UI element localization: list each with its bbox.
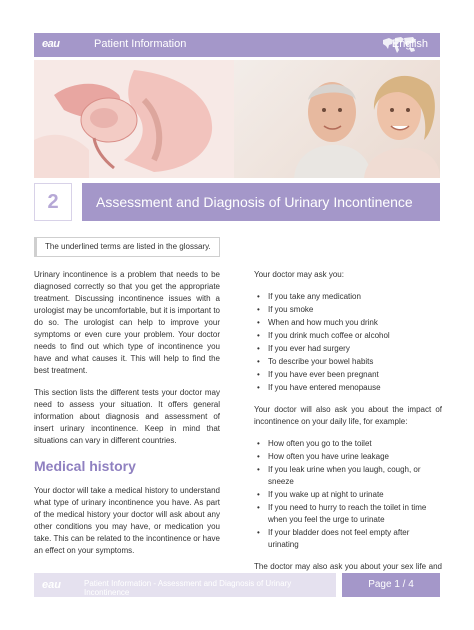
list-item: • If you ever had surgery — [257, 344, 350, 353]
impact-list — [254, 438, 442, 551]
bullet-icon: • — [257, 452, 260, 461]
left-column — [34, 269, 220, 567]
intro-paragraph: Urinary incontinence is a problem that needs to be diagnosed correctly so that you get the appropriate treatment. Discussing incontinence issues with a urologist may be uncomfortable, but it is important to do so. The urologist can help to improve your symptoms or even cure your problem. Your doctor needs to find out which type of incontinence you have and what causes it. This will help to find the best treatment. — [34, 270, 220, 375]
list-item: • If you leak urine when you laugh, cough, or sneeze — [257, 465, 421, 486]
glossary-note: The underlined terms are listed in the glossary. — [34, 237, 220, 257]
bullet-icon: • — [257, 490, 260, 499]
bullet-icon: • — [257, 318, 260, 327]
anatomy-illustration — [34, 60, 234, 178]
page-indicator: Page 1 / 4 — [342, 573, 440, 597]
bullet-icon: • — [257, 465, 260, 474]
section-number: 2 — [34, 183, 72, 221]
list-item: • If you have entered menopause — [257, 383, 381, 392]
bullet-icon: • — [257, 503, 260, 512]
elderly-couple-drawing — [234, 60, 440, 178]
eau-logo: eau — [42, 38, 60, 50]
language-label[interactable]: English — [391, 38, 428, 50]
list-item: • If you drink much coffee or alcohol — [257, 331, 390, 340]
bullet-icon: • — [257, 383, 260, 392]
hero-image — [34, 60, 440, 178]
right-column — [254, 269, 442, 595]
questions-list — [254, 291, 442, 394]
list-item: • If you need to hurry to reach the toilet in time when you feel the urge to urinate — [257, 503, 427, 524]
couple-photo — [234, 60, 440, 178]
list-item: • How often you go to the toilet — [257, 439, 372, 448]
page-footer — [34, 573, 336, 597]
page-header — [34, 33, 440, 57]
list-item: • If you wake up at night to urinate — [257, 490, 384, 499]
bullet-icon: • — [257, 439, 260, 448]
medical-history-paragraph: Your doctor will take a medical history to understand what type of urinary incontinence you have. As part of the medical history your doctor will ask about any other conditions you may have, or medication you take. This can be related to the incontinence or have an effect on your symptoms. — [34, 486, 220, 555]
bullet-icon: • — [257, 528, 260, 537]
footer-eau-logo: eau — [42, 579, 61, 591]
header-title: Patient Information — [94, 38, 187, 50]
bullet-icon: • — [257, 357, 260, 366]
footer-text: Patient Information - Assessment and Diagnosis of Urinary Incontinence — [84, 579, 292, 597]
closing-paragraph: The doctor may also ask you about your sex life and — [254, 562, 442, 571]
questions-intro: Your doctor may ask you: — [254, 270, 344, 279]
list-item: • If you smoke — [257, 305, 314, 314]
section-title: Assessment and Diagnosis of Urinary Incontinence — [82, 183, 440, 221]
section-overview-paragraph: This section lists the different tests your doctor may need to assess your situation. It offers general information about diagnosis and assessment of insert urinary incontinence. Keep in mind that situations can vary in different countries. — [34, 388, 220, 445]
bullet-icon: • — [257, 292, 260, 301]
pelvis-anatomy-drawing — [34, 60, 234, 178]
bullet-icon: • — [257, 331, 260, 340]
medical-history-heading: Medical history — [34, 458, 136, 474]
bullet-icon: • — [257, 370, 260, 379]
list-item: • To describe your bowel habits — [257, 357, 374, 366]
list-item: • If your bladder does not feel empty after urinating — [257, 528, 410, 549]
impact-intro: Your doctor will also ask you about the impact of incontinence on your daily life, for example: — [254, 405, 442, 426]
bullet-icon: • — [257, 305, 260, 314]
list-item: • If you take any medication — [257, 292, 361, 301]
list-item: • When and how much you drink — [257, 318, 378, 327]
list-item: • How often you have urine leakage — [257, 452, 389, 461]
list-item: • If you have ever been pregnant — [257, 370, 379, 379]
bullet-icon: • — [257, 344, 260, 353]
